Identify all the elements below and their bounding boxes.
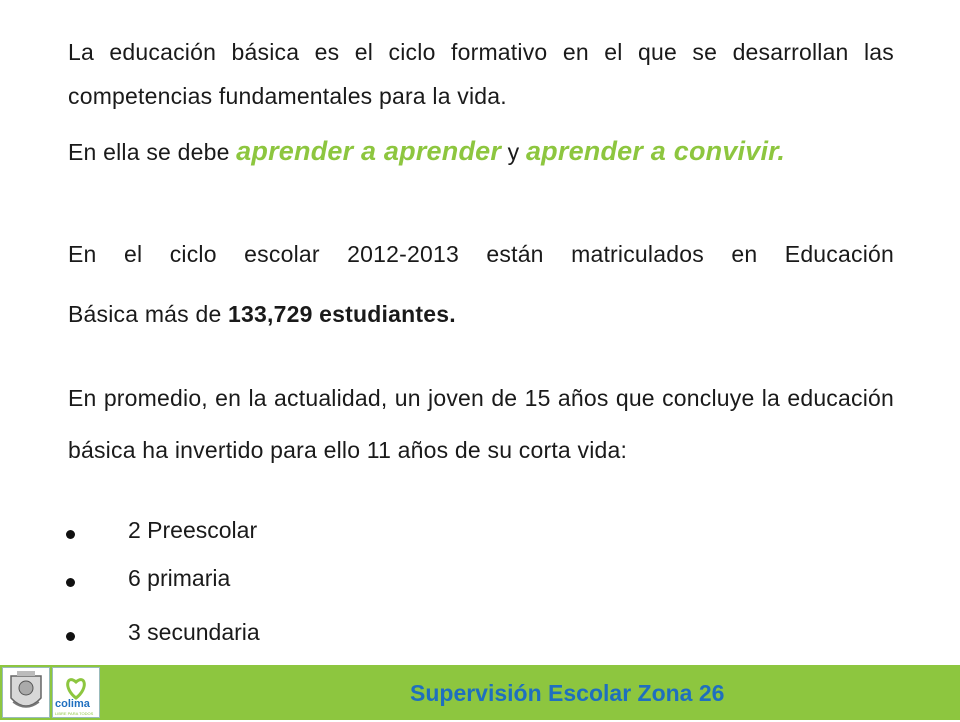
paragraph-years: En promedio, en la actualidad, un joven de 15 años que concluye la educación básica ha invertido para ello 11 años de su corta vida: [68,385,894,463]
logo-text: colima [55,698,90,710]
paragraph-intro: La educación básica es el ciclo formativo en el que se desarrollan las competencias fundamentales para la vida. [68,39,894,109]
enrollment-line1: En el ciclo escolar 2012-2013 están matriculados en Educación [68,241,894,267]
bullet-icon [66,632,75,641]
list-item-label: 3 secundaria [128,619,260,645]
paragraph-learn-connector: y [507,139,520,165]
footer-title: Supervisión Escolar Zona 26 [410,680,725,706]
seal-icon [3,668,49,717]
enrollment-line2 [68,292,894,336]
list-item-label: 6 primaria [128,565,231,591]
colima-logo [52,667,100,718]
paragraph-learn [68,128,894,175]
enrollment-count: 133,729 estudiantes. [228,301,456,327]
paragraph-learn-prefix: En ella se debe [68,139,230,165]
accent-learn-to-learn: aprender a aprender [236,136,502,166]
accent-learn-to-live: aprender a convivir. [525,136,786,166]
logo-subtext: LIBRE PARA TODOS [55,711,94,716]
state-seal-logo [2,667,50,718]
list-item-label: 2 Preescolar [128,517,258,543]
bullet-icon [66,530,75,539]
bullet-icon [66,578,75,587]
enrollment-prefix: Básica más de [68,301,222,327]
